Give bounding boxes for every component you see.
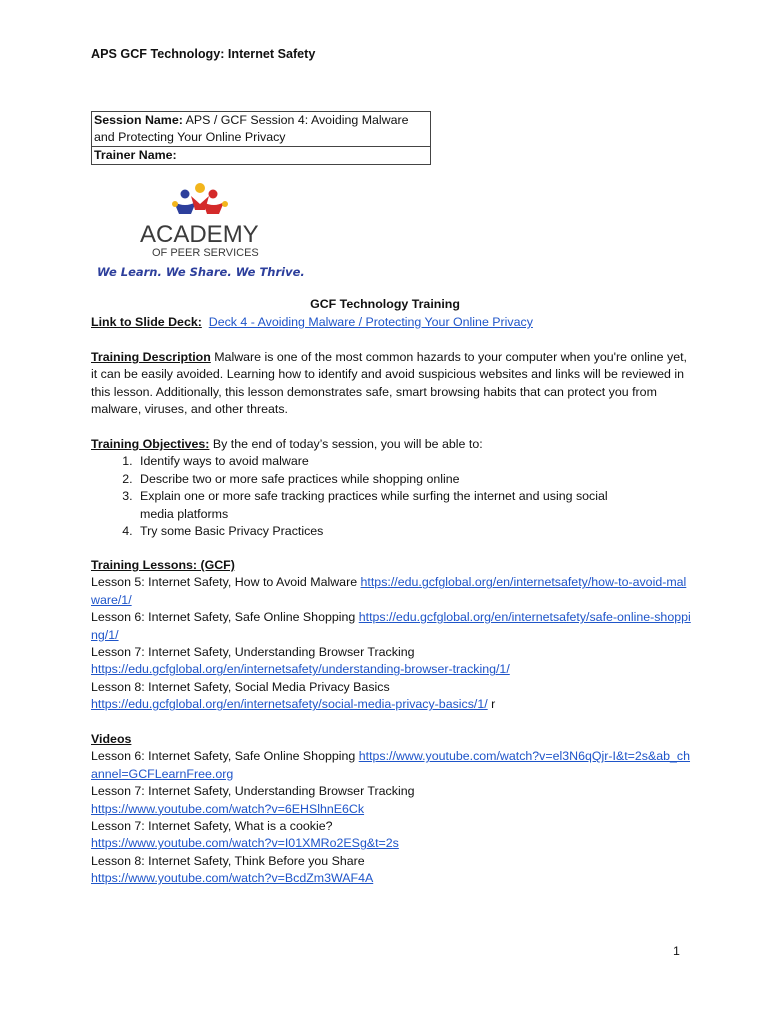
objectives-list [91, 453, 691, 540]
lesson-link[interactable]: https://edu.gcfglobal.org/en/internetsafety/understanding-browser-tracking/1/ [91, 662, 510, 677]
objective-item: 2. Describe two or more safe practices while shopping online [136, 471, 691, 488]
objective-item: 4. Try some Basic Privacy Practices [136, 523, 691, 540]
session-name-row [92, 112, 431, 147]
session-info-table [91, 111, 431, 165]
academy-of-peer-services-logo [95, 180, 305, 280]
objective-item: 1. Identify ways to avoid malware [136, 453, 691, 470]
trainer-name-row [92, 147, 431, 165]
lesson-entry: Lesson 6: Internet Safety, Safe Online Shopping https://edu.gcfglobal.org/en/internetsafety/safe-online-shopping/1/ [91, 610, 691, 642]
lesson-link[interactable]: https://edu.gcfglobal.org/en/internetsafety/how-to-avoid-malware/1/ [91, 575, 687, 607]
session-name-label: Session Name: [94, 113, 183, 127]
description-text: Malware is one of the most common hazards to your computer when you're online yet, it can be easily avoided. Learning how to identify and avoid suspicious websites and links will be reviewed in this lesson. Additionally, this lesson demonstrates safe, smart browsing habits that can protect you from malware, viruses, and other threats. [91, 350, 687, 417]
trainer-name-label: Trainer Name: [94, 148, 177, 162]
session-name-value: APS / GCF Session 4: Avoiding Malware and Protecting Your Online Privacy [94, 113, 409, 144]
video-entry: Lesson 7: Internet Safety, What is a cookie? https://www.youtube.com/watch?v=I01XMRo2ESg&t=2s [91, 819, 399, 851]
document-header: APS GCF Technology: Internet Safety [91, 47, 316, 61]
lesson-link[interactable]: https://edu.gcfglobal.org/en/internetsafety/social-media-privacy-basics/1/ [91, 697, 488, 712]
training-objectives [91, 436, 691, 540]
objective-item: 3. Explain one or more safe tracking practices while surfing the internet and using social media platforms [136, 488, 691, 523]
logo-line1: ACADEMY [140, 221, 259, 248]
page-number: 1 [673, 944, 680, 958]
videos-section [91, 731, 691, 888]
slide-deck-line [91, 314, 691, 331]
lesson-link[interactable]: https://edu.gcfglobal.org/en/internetsafety/safe-online-shopping/1/ [91, 610, 691, 642]
training-title: GCF Technology Training [310, 297, 460, 311]
objectives-intro: By the end of today’s session, you will be able to: [209, 437, 483, 451]
video-link[interactable]: https://www.youtube.com/watch?v=6EHSlhnE6Ck [91, 801, 365, 816]
videos-heading: Videos [91, 732, 132, 746]
training-lessons [91, 557, 691, 714]
objectives-label: Training Objectives: [91, 437, 210, 451]
logo-line2: OF PEER SERVICES [152, 247, 259, 259]
video-link[interactable]: https://www.youtube.com/watch?v=BcdZm3WAF4A [91, 871, 374, 886]
video-entry: Lesson 7: Internet Safety, Understanding Browser Tracking https://www.youtube.com/watch?v=6EHSlhnE6Ck [91, 784, 415, 816]
lesson-entry: Lesson 5: Internet Safety, How to Avoid Malware https://edu.gcfglobal.org/en/internetsafety/how-to-avoid-malware/1/ [91, 575, 687, 607]
training-description [91, 349, 691, 419]
lesson-entry: Lesson 7: Internet Safety, Understanding Browser Tracking https://edu.gcfglobal.org/en/internetsafety/understanding-browser-tracking/1/ [91, 645, 510, 677]
video-entry: Lesson 8: Internet Safety, Think Before you Share https://www.youtube.com/watch?v=BcdZm3WAF4A [91, 853, 374, 886]
lesson-entry: Lesson 8: Internet Safety, Social Media Privacy Basics https://edu.gcfglobal.org/en/internetsafety/social-media-privacy-basics/1/ r [91, 679, 496, 712]
video-link[interactable]: https://www.youtube.com/watch?v=I01XMRo2ESg&t=2s [91, 836, 399, 851]
lessons-heading: Training Lessons: (GCF) [91, 558, 235, 572]
slide-deck-label: Link to Slide Deck: [91, 315, 202, 329]
video-entry: Lesson 6: Internet Safety, Safe Online Shopping https://www.youtube.com/watch?v=el3N6qQjr-I&t=2s&ab_channel=GCFLearnFree.org [91, 749, 691, 781]
logo-figures-icon [172, 183, 228, 214]
logo-tagline: We Learn. We Share. We Thrive. [97, 265, 305, 279]
description-label: Training Description [91, 350, 211, 364]
slide-deck-link[interactable]: Deck 4 - Avoiding Malware / Protecting Your Online Privacy [208, 315, 533, 329]
video-link[interactable]: https://www.youtube.com/watch?v=el3N6qQjr-I&t=2s&ab_channel=GCFLearnFree.org [91, 749, 691, 781]
